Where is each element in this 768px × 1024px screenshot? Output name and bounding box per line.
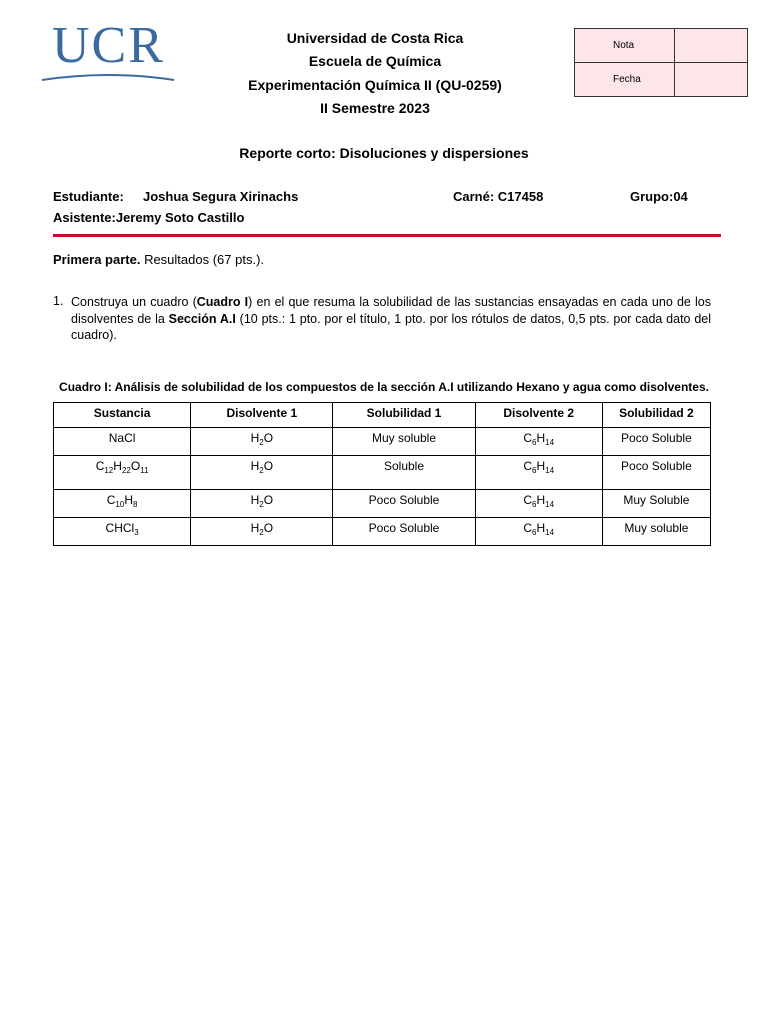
col-header: Disolvente 2 <box>475 403 602 428</box>
q-bold-2: Sección A.I <box>168 311 236 326</box>
col-header: Solubilidad 2 <box>602 403 710 428</box>
table-row <box>54 428 711 456</box>
cell-solubilidad-2: Poco Soluble <box>602 456 710 490</box>
section-points: Resultados (67 pts.). <box>144 252 265 267</box>
ucr-logo: UCR <box>52 17 165 74</box>
nota-value[interactable] <box>675 29 748 63</box>
cell-sustancia: CHCl$_3$ <box>54 518 191 546</box>
q-bold-1: Cuadro I <box>196 295 249 309</box>
fecha-label: Fecha <box>575 63 675 97</box>
cell-solubilidad-2: Muy soluble <box>602 518 710 546</box>
student-grupo: Grupo:04 <box>630 189 688 204</box>
cell-sustancia: $C_{10}H_8$ <box>54 490 191 518</box>
table-caption: Cuadro I: Análisis de solubilidad de los compuestos de la sección A.I utilizando Hexano y agua como disolventes. <box>59 380 709 394</box>
cell-disolvente-2: $C_6H_{14}$ <box>475 518 602 546</box>
course-name: Experimentación Química II (QU-0259) <box>248 77 502 93</box>
school-name: Escuela de Química <box>308 53 442 69</box>
table-row <box>54 456 711 490</box>
cell-sustancia: NaCl <box>54 428 191 456</box>
question-number: 1. <box>53 294 64 308</box>
table-row <box>54 518 711 546</box>
q-text-2: ) en el que resuma la solubilidad de las sustancias ensayadas en cada uno de los disolventes de la <box>71 295 711 326</box>
section-heading <box>53 252 264 267</box>
question-text <box>71 294 711 344</box>
table-header-row <box>54 403 711 428</box>
student-carne: Carné: C17458 <box>453 189 544 204</box>
assistant-name: Asistente:Jeremy Soto Castillo <box>53 210 245 225</box>
cell-disolvente-1: $H_2O$ <box>191 518 333 546</box>
cell-disolvente-1: $H_2O$ <box>191 428 333 456</box>
col-header: Sustancia <box>54 403 191 428</box>
university-name: Universidad de Costa Rica <box>286 30 464 46</box>
q-text-3: (10 pts.: 1 pto. por el título, 1 pto. por los rótulos de datos, 0,5 pts. por cada dato del cuadro). <box>71 311 711 342</box>
solubility-table <box>53 402 711 546</box>
q-text-1: Construya un cuadro ( <box>71 295 197 309</box>
grade-box <box>574 28 748 97</box>
report-title: Reporte corto: Disoluciones y dispersiones <box>239 145 529 161</box>
student-name: Joshua Segura Xirinachs <box>143 189 299 204</box>
cell-disolvente-1: $H_2O$ <box>191 456 333 490</box>
cell-sustancia: $C_{12}H_{22}O_{11}$ <box>54 456 191 490</box>
section-title: Primera parte. <box>53 252 141 267</box>
logo-swoosh <box>40 66 176 86</box>
cell-solubilidad-2: Poco Soluble <box>602 428 710 456</box>
cell-solubilidad-1: Poco Soluble <box>333 490 475 518</box>
cell-solubilidad-1: Poco Soluble <box>333 518 475 546</box>
cell-disolvente-2: $C_6H_{14}$ <box>475 428 602 456</box>
cell-solubilidad-1: Soluble <box>333 456 475 490</box>
student-label: Estudiante: <box>53 189 124 204</box>
cell-disolvente-2: $C_6H_{14}$ <box>475 490 602 518</box>
cell-solubilidad-1: Muy soluble <box>333 428 475 456</box>
semester: II Semestre 2023 <box>320 100 430 116</box>
cell-disolvente-1: $H_2O$ <box>191 490 333 518</box>
cell-solubilidad-2: Muy Soluble <box>602 490 710 518</box>
divider-line <box>53 234 721 237</box>
table-row <box>54 490 711 518</box>
cell-disolvente-2: $C_6H_{14}$ <box>475 456 602 490</box>
col-header: Solubilidad 1 <box>333 403 475 428</box>
fecha-value[interactable] <box>675 63 748 97</box>
col-header: Disolvente 1 <box>191 403 333 428</box>
nota-label: Nota <box>575 29 675 63</box>
